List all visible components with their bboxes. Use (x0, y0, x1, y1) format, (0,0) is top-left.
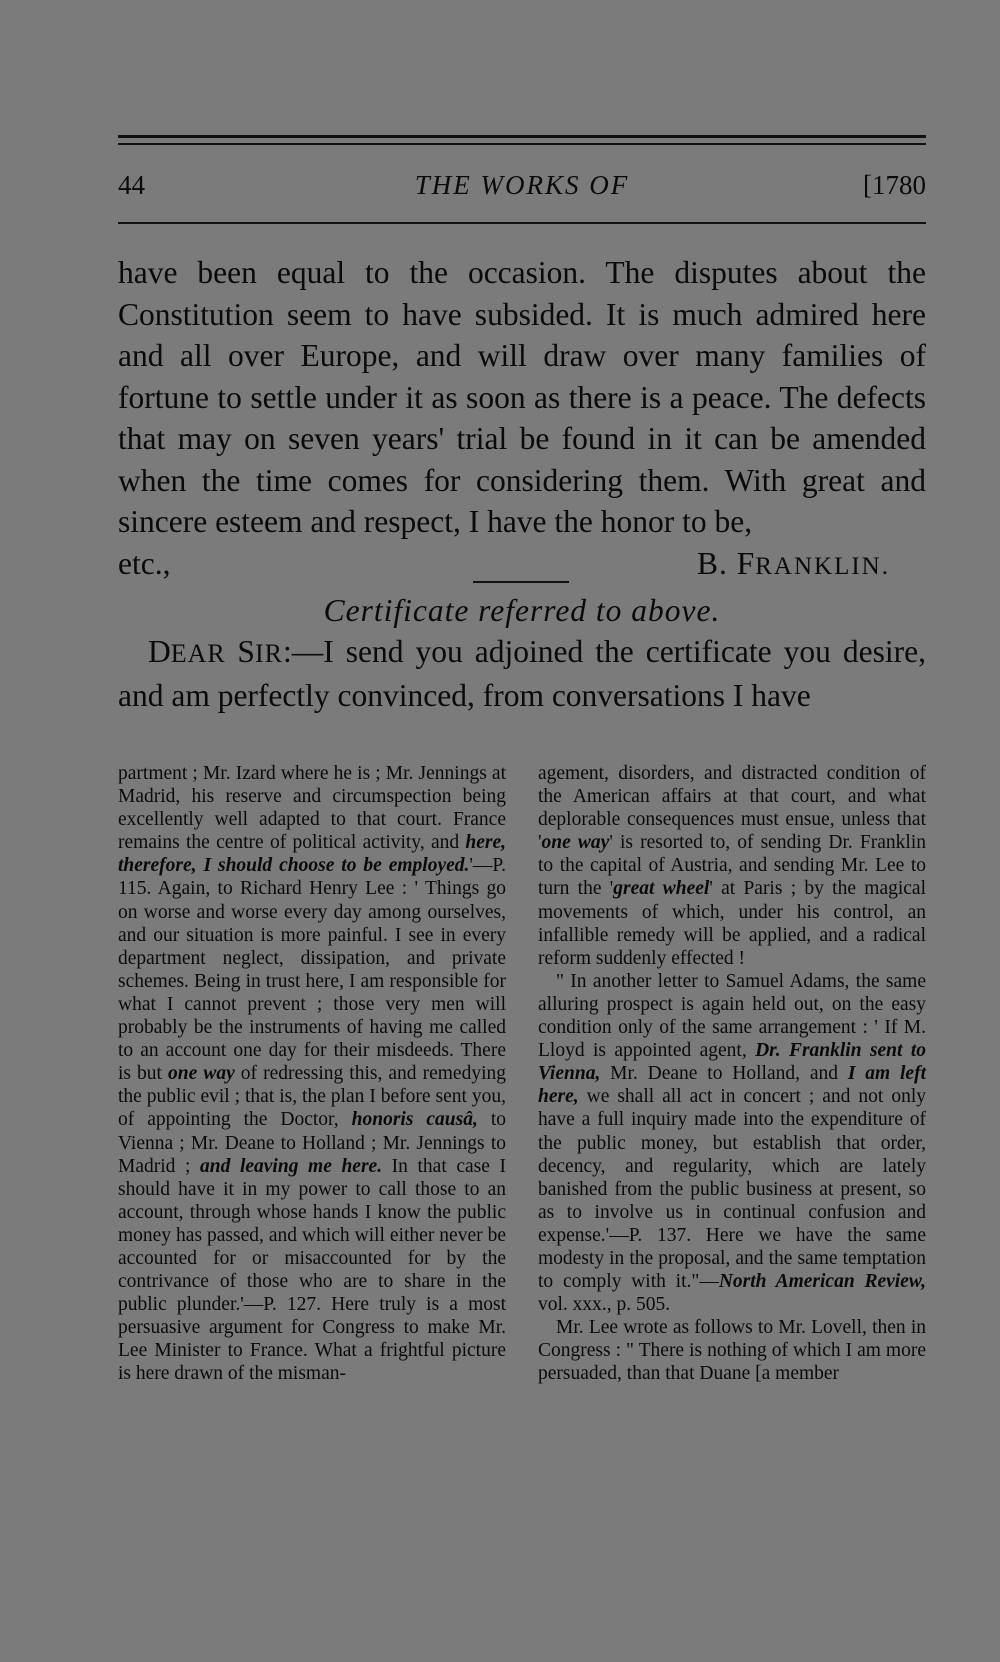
footnote-column-right (538, 762, 926, 1386)
letter-text (118, 252, 926, 716)
signature: B. FRANKLIN. (696, 545, 890, 581)
certificate-body: DEAR SIR:—I send you adjoined the certificate you desire, and am perfectly convinced, from conversations I have (118, 634, 926, 713)
top-rule-thin (118, 143, 926, 145)
right-paragraph-1: agement, disorders, and distracted condition of the American affairs at that court, and what deplorable consequences must ensue, unless that 'one way' is resorted to, of sending Dr. Franklin to the capital of Austria, and sending Mr. Lee to turn the 'great wheel' at Paris ; by the magical movements of which, under his control, an infallible remedy will be applied, and a radical reform suddenly effected ! (538, 763, 926, 969)
left-paragraph: partment ; Mr. Izard where he is ; Mr. Jennings at Madrid, his reserve and circumspection being excellently well adapted to that court. France remains the centre of political activity, and here, therefore, I should choose to be employed.'—P. 115. Again, to Richard Henry Lee : ' Things go on worse and worse every day among ourselves, and our situation is more painful. I see in every department neglect, dissipation, and private schemes. Being in trust here, I am responsible for what I cannot prevent ; those very men will probably be the instruments of having me called to an account one day for their misdeeds. There is but one way of redressing this, and remedying the public evil ; that is, the plan I before sent you, of appointing the Doctor, honoris causâ, to Vienna ; Mr. Deane to Holland ; Mr. Jennings to Madrid ; and leaving me here. In that case I should have it in my power to call those to an account, through whose hands I know the public money has passed, and which will either never be accounted for or misaccounted for by the contrivance of those who are to share in the public plunder.'—P. 127. Here truly is a most persuasive argument for Congress to make Mr. Lee Minister to France. What a frightful picture is here drawn of the misman- (118, 763, 507, 1385)
running-header (118, 170, 926, 210)
header-rule (118, 222, 926, 224)
running-title: THE WORKS OF (414, 170, 630, 200)
right-paragraph-2: " In another letter to Samuel Adams, the same alluring prospect is again held out, on the easy condition only of the same arrangement : ' If M. Lloyd is appointed agent, Dr. Franklin sent to Vienna, Mr. Deane to Holland, and I am left here, we shall all act in concert ; and not only have a full inquiry made into the expenditure of the public money, but establish that order, decency, and regularity, which are lately banished from the public business at present, so as to involve us in continual confusion and expense.'—P. 137. Here we have the same modesty in the proposal, and the same temptation to comply with it."—North American Review, vol. xxx., p. 505. (538, 970, 926, 1316)
signature-line (118, 543, 926, 585)
right-paragraph-3: Mr. Lee wrote as follows to Mr. Lovell, then in Congress : " There is nothing of which I am more persuaded, than that Duane [a member (538, 1317, 926, 1385)
running-year: [1780 (863, 170, 926, 200)
page-number: 44 (118, 170, 145, 200)
separator-rule (473, 581, 569, 583)
certificate-heading: Certificate referred to above. (323, 593, 721, 628)
letter-closing: etc., (118, 545, 171, 581)
footnote-column-left (118, 762, 506, 1386)
top-rule (118, 135, 926, 138)
book-page (118, 0, 926, 1662)
letter-body: have been equal to the occasion. The disputes about the Constitution seem to have subsided. It is much admired here and all over Europe, and will draw over many families of fortune to settle under it as soon as there is a peace. The defects that may on seven years' trial be found in it can be amended when the time comes for considering them. With great and sincere esteem and respect, I have the honor to be, (118, 255, 926, 539)
